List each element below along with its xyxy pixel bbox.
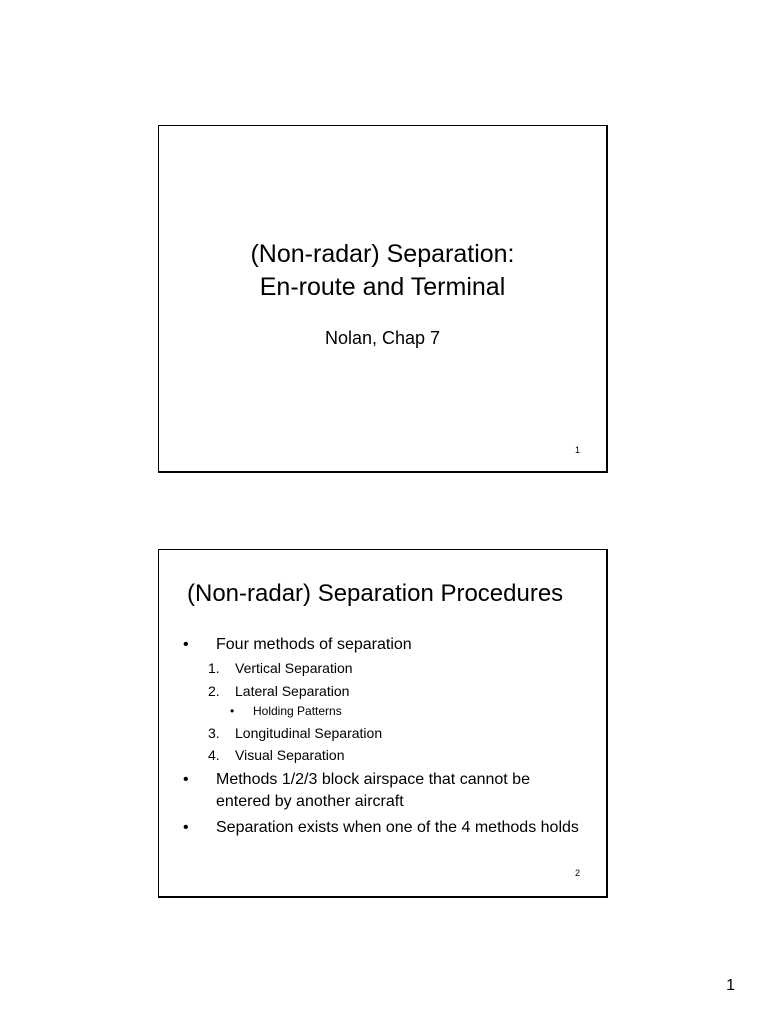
- bullet-icon: •: [183, 819, 189, 836]
- slide-2-number: 2: [574, 868, 580, 878]
- slide-1-title-line-1: (Non-radar) Separation:: [250, 240, 515, 268]
- bullet-icon: •: [183, 636, 189, 653]
- slide-1-title: [159, 238, 606, 304]
- item-number: 2.: [208, 683, 220, 699]
- bullet-item-methods: [183, 634, 583, 656]
- bullet-item-block-airspace: [183, 769, 583, 813]
- bullet-text: Separation exists when one of the 4 methods holds: [216, 819, 579, 836]
- bullet-icon: •: [183, 771, 189, 788]
- item-number: 3.: [208, 725, 220, 741]
- item-label: Visual Separation: [235, 747, 345, 763]
- slide-2: [158, 549, 608, 898]
- numbered-item-lateral: [208, 682, 349, 700]
- bullet-item-separation-exists: [183, 817, 583, 839]
- sub-bullet-text: Holding Patterns: [253, 704, 342, 718]
- numbered-item-visual: [208, 746, 344, 764]
- slide-1-title-line-2: En-route and Terminal: [259, 273, 506, 301]
- item-label: Lateral Separation: [235, 683, 350, 699]
- item-label: Longitudinal Separation: [235, 725, 383, 741]
- slide-1-number: 1: [574, 445, 580, 455]
- slide-1-subtitle: Nolan, Chap 7: [324, 328, 441, 348]
- bullet-text: Methods 1/2/3 block airspace that cannot be entered by another aircraft: [216, 771, 530, 810]
- numbered-item-longitudinal: [208, 724, 382, 742]
- item-number: 4.: [208, 747, 220, 763]
- sub-bullet-holding-patterns: [230, 704, 342, 718]
- numbered-item-vertical: [208, 659, 353, 677]
- item-number: 1.: [208, 660, 220, 676]
- bullet-text: Four methods of separation: [216, 636, 412, 653]
- bullet-icon: •: [230, 704, 235, 718]
- item-label: Vertical Separation: [235, 660, 353, 676]
- slide-1: [158, 125, 608, 473]
- slide-2-title: (Non-radar) Separation Procedures: [187, 580, 564, 607]
- page-number: 1: [726, 977, 735, 994]
